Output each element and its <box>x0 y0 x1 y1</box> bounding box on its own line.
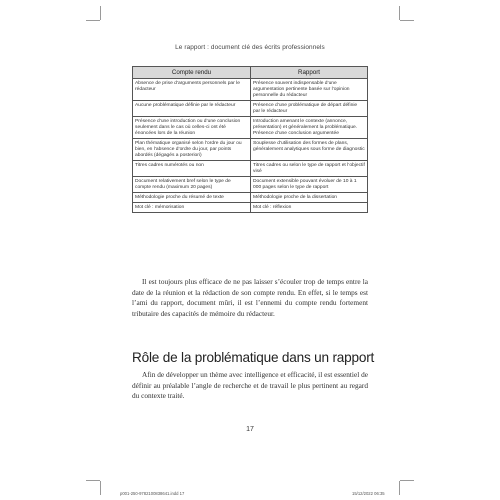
table-row <box>133 193 368 203</box>
table-header-row <box>133 67 368 79</box>
table-cell: Mot clé : réflexion <box>251 203 368 213</box>
section-title: Rôle de la problématique dans un rapport <box>132 350 375 365</box>
crop-mark <box>100 481 101 495</box>
table-cell: Méthodologie proche de la dissertation <box>251 193 368 203</box>
crop-mark <box>400 20 414 21</box>
table-cell: Document extensible pouvant évoluer de 10 à 1 000 pages selon le type de rapport <box>251 177 368 193</box>
table-cell: Présence souvent indispensable d’une argumentation pertinente basée sur l’opinion personnelle du rédacteur <box>251 79 368 101</box>
print-slug-timestamp: 15/12/2022 06:35 <box>352 491 385 496</box>
print-slug-filename: p001-250-9782100838641.indd 17 <box>120 491 185 496</box>
crop-mark <box>86 480 100 481</box>
table-row <box>133 139 368 161</box>
page-number: 17 <box>246 426 254 433</box>
table-cell: Titres cadres numérotés ou non <box>133 161 251 177</box>
table-cell: Présence d’une problématique de départ définie par le rédacteur <box>251 101 368 117</box>
table-row <box>133 117 368 139</box>
table-cell: Introduction amenant le contexte (annonce, présentation) et généralement la problématique. Présence d’une conclusion argumentée <box>251 117 368 139</box>
crop-mark <box>100 6 101 20</box>
table-cell: Document relativement bref selon le type de compte rendu (maximum 20 pages) <box>133 177 251 193</box>
table-row <box>133 161 368 177</box>
crop-mark <box>399 481 400 495</box>
running-head: Le rapport : document clé des écrits professionnels <box>175 44 325 51</box>
comparison-table <box>132 66 368 213</box>
crop-mark <box>399 6 400 20</box>
table-cell: Plan thématique organisé selon l’ordre du jour ou bien, en l’absence d’ordre du jour, par points abordés (dégagés a posteriori) <box>133 139 251 161</box>
crop-mark <box>86 20 100 21</box>
body-paragraph: Afin de développer un thème avec intelligence et efficacité, il est essentiel de définir au préalable l’angle de recherche et de travail le plus pertinent au regard du contexte traité. <box>132 370 368 401</box>
column-header-compte-rendu: Compte rendu <box>133 67 251 79</box>
table-cell: Souplesse d’utilisation des formes de plans, généralement analytiques sous forme de diagnostic <box>251 139 368 161</box>
body-paragraph: Il est toujours plus efficace de ne pas laisser s’écouler trop de temps entre la date de la réunion et la rédaction de son compte rendu. En effet, si le temps est l’ami du rapport, document mûri, il est l’ennemi du compte rendu fortement tributaire des capacités de mémoire du rédacteur. <box>132 277 368 318</box>
table-row <box>133 203 368 213</box>
table-row <box>133 79 368 101</box>
table-cell: Absence de prise d’arguments personnels par le rédacteur <box>133 79 251 101</box>
table-cell: Méthodologie proche du résumé de texte <box>133 193 251 203</box>
table-cell: Mot clé : mémorisation <box>133 203 251 213</box>
table-cell: Titres cadres ou selon le type de rapport et l’objectif visé <box>251 161 368 177</box>
table-row <box>133 101 368 117</box>
crop-mark <box>400 480 414 481</box>
table-cell: Présence d’une introduction ou d’une conclusion seulement dans le cas où celles-ci ont été énoncées lors de la réunion <box>133 117 251 139</box>
table-cell: Aucune problématique définie par le rédacteur <box>133 101 251 117</box>
column-header-rapport: Rapport <box>251 67 368 79</box>
table-row <box>133 177 368 193</box>
